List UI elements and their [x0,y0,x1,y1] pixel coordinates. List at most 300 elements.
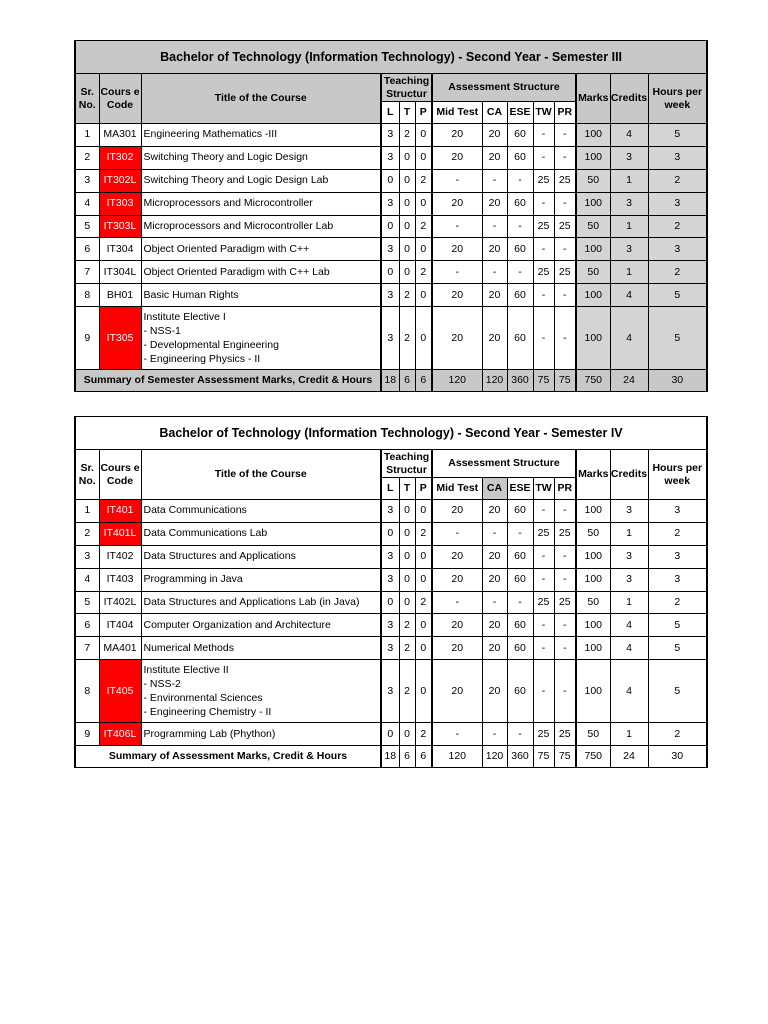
credits-cell: 1 [610,723,648,746]
sr-cell: 9 [75,307,99,370]
mid-cell: 20 [432,284,482,307]
t-cell: 0 [399,215,415,238]
summary-label: Summary of Assessment Marks, Credit & Hours [75,746,381,768]
ese-cell: 60 [507,192,533,215]
l-cell: 0 [381,591,399,614]
table-row [75,591,707,614]
credits-cell: 4 [610,124,648,147]
ese-cell: 60 [507,238,533,261]
marks-cell: 100 [576,500,610,523]
sr-cell: 4 [75,568,99,591]
t-cell: 0 [399,146,415,169]
marks-cell: 100 [576,614,610,637]
l-cell: 3 [381,500,399,523]
mid-test-header: Mid Test [432,102,482,124]
course-title-header: Title of the Course [141,450,381,500]
code-cell: IT402L [99,591,141,614]
semester-iii-table [74,40,708,392]
p-cell: 0 [415,307,432,370]
sum-pr: 75 [554,746,576,768]
sum-mid: 120 [432,370,482,392]
mid-cell: - [432,215,482,238]
code-cell: IT302L [99,169,141,192]
sr-cell: 2 [75,522,99,545]
ca-cell: 20 [482,146,507,169]
mid-cell: 20 [432,124,482,147]
semester-iv-rows [75,500,707,660]
sum-credits: 24 [610,746,648,768]
semester-iv-table [74,416,708,768]
p-cell: 0 [415,545,432,568]
l-cell: 3 [381,307,399,370]
credits-cell: 1 [610,591,648,614]
table-row [75,568,707,591]
sum-t: 6 [399,746,415,768]
l-cell: 3 [381,637,399,660]
ese-cell: 60 [507,614,533,637]
p-cell: 0 [415,124,432,147]
p-cell: 0 [415,238,432,261]
tw-cell: - [533,637,554,660]
hours-cell: 5 [648,660,707,723]
code-cell: IT304L [99,261,141,284]
ca-cell: 20 [482,637,507,660]
ca-cell: - [482,261,507,284]
t-cell: 0 [399,261,415,284]
l-header: L [381,478,399,500]
marks-cell: 50 [576,169,610,192]
table-row [75,284,707,307]
ca-cell: 20 [482,124,507,147]
ese-cell: 60 [507,637,533,660]
tw-cell: - [533,307,554,370]
hours-cell: 2 [648,169,707,192]
course-cell: Microprocessors and Microcontroller Lab [141,215,381,238]
course-cell: Engineering Mathematics -III [141,124,381,147]
t-cell: 0 [399,500,415,523]
p-cell: 0 [415,192,432,215]
l-cell: 3 [381,614,399,637]
pr-cell: - [554,500,576,523]
sum-marks: 750 [576,370,610,392]
mid-cell: 20 [432,545,482,568]
marks-cell: 100 [576,660,610,723]
ca-cell: 20 [482,284,507,307]
sum-ese: 360 [507,370,533,392]
p-cell: 0 [415,614,432,637]
l-cell: 3 [381,660,399,723]
marks-cell: 100 [576,545,610,568]
credits-cell: 3 [610,238,648,261]
t-cell: 0 [399,522,415,545]
marks-cell: 50 [576,723,610,746]
sr-cell: 5 [75,215,99,238]
summary-row [75,370,707,392]
ca-cell: 20 [482,500,507,523]
p-cell: 2 [415,591,432,614]
sr-cell: 1 [75,124,99,147]
sum-hours: 30 [648,370,707,392]
ese-cell: 60 [507,307,533,370]
marks-cell: 100 [576,124,610,147]
sr-cell: 7 [75,261,99,284]
elective-line: - NSS-2 [143,678,181,691]
hours-cell: 3 [648,238,707,261]
l-cell: 0 [381,522,399,545]
tw-cell: - [533,614,554,637]
pr-cell: - [554,192,576,215]
code-cell: IT401 [99,500,141,523]
course-cell: Programming in Java [141,568,381,591]
mid-cell: 20 [432,660,482,723]
pr-cell: 25 [554,215,576,238]
ese-cell: 60 [507,284,533,307]
pr-header: PR [554,478,576,500]
sr-cell: 9 [75,723,99,746]
elective-cell [141,307,381,370]
code-cell: IT401L [99,522,141,545]
mid-cell: 20 [432,568,482,591]
teaching-structure-header: Teaching Structur [381,450,432,478]
p-cell: 2 [415,723,432,746]
sr-cell: 8 [75,660,99,723]
pr-header: PR [554,102,576,124]
mid-cell: - [432,261,482,284]
t-cell: 2 [399,614,415,637]
course-cell: Data Structures and Applications Lab (in Java) [141,591,381,614]
semester-iv-tail [75,660,707,768]
marks-header: Marks [576,74,610,124]
table-row [75,261,707,284]
tw-cell: - [533,545,554,568]
tw-header: TW [533,102,554,124]
credits-cell: 3 [610,500,648,523]
marks-cell: 100 [576,637,610,660]
pr-cell: - [554,146,576,169]
tw-cell: - [533,660,554,723]
hours-cell: 5 [648,284,707,307]
tw-cell: - [533,146,554,169]
course-code-header: Cours e Code [99,450,141,500]
marks-cell: 50 [576,522,610,545]
course-cell: Computer Organization and Architecture [141,614,381,637]
mid-cell: 20 [432,307,482,370]
pr-cell: - [554,660,576,723]
credits-header: Credits [610,74,648,124]
ca-cell: 20 [482,568,507,591]
ese-cell: - [507,169,533,192]
code-cell: IT402 [99,545,141,568]
course-cell: Switching Theory and Logic Design [141,146,381,169]
credits-cell: 4 [610,637,648,660]
marks-cell: 100 [576,192,610,215]
tw-cell: - [533,192,554,215]
sr-cell: 6 [75,614,99,637]
teaching-structure-header: Teaching Structur [381,74,432,102]
table-row [75,215,707,238]
pr-cell: - [554,284,576,307]
pr-cell: - [554,307,576,370]
t-cell: 0 [399,723,415,746]
marks-cell: 100 [576,238,610,261]
t-cell: 0 [399,238,415,261]
summary-row [75,746,707,768]
sr-no-header: Sr. No. [75,74,99,124]
pr-cell: 25 [554,169,576,192]
marks-cell: 100 [576,307,610,370]
hours-cell: 2 [648,522,707,545]
pr-cell: 25 [554,261,576,284]
hours-cell: 2 [648,723,707,746]
t-header: T [399,478,415,500]
tw-cell: 25 [533,215,554,238]
sr-cell: 5 [75,591,99,614]
sr-no-header: Sr. No. [75,450,99,500]
sum-l: 18 [381,746,399,768]
semester-iii-title: Bachelor of Technology (Information Technology) - Second Year - Semester III [75,41,707,74]
code-cell: IT303L [99,215,141,238]
p-cell: 0 [415,568,432,591]
code-cell: IT403 [99,568,141,591]
elective-line: Institute Elective I [143,311,226,324]
mid-cell: - [432,522,482,545]
l-cell: 3 [381,192,399,215]
ese-cell: 60 [507,545,533,568]
mid-cell: 20 [432,500,482,523]
credits-cell: 4 [610,614,648,637]
l-cell: 3 [381,545,399,568]
hours-header: Hours per week [648,450,707,500]
marks-cell: 100 [576,568,610,591]
elective-line: - NSS-1 [143,325,181,338]
sr-cell: 3 [75,545,99,568]
tw-cell: - [533,238,554,261]
credits-cell: 1 [610,522,648,545]
ca-cell: - [482,169,507,192]
sr-cell: 6 [75,238,99,261]
mid-cell: - [432,591,482,614]
elective-cell [141,660,381,723]
tw-header: TW [533,478,554,500]
ca-cell: - [482,723,507,746]
table-row [75,723,707,746]
t-cell: 2 [399,124,415,147]
pr-cell: - [554,637,576,660]
marks-cell: 100 [576,284,610,307]
ca-cell: 20 [482,238,507,261]
ca-cell: 20 [482,545,507,568]
semester-iii-tail [75,307,707,392]
sum-mid: 120 [432,746,482,768]
l-cell: 0 [381,723,399,746]
semester-iii-body [75,41,707,124]
l-cell: 3 [381,568,399,591]
ca-cell: - [482,522,507,545]
credits-cell: 3 [610,568,648,591]
table-row [75,169,707,192]
ese-cell: - [507,723,533,746]
pr-cell: 25 [554,723,576,746]
code-cell: IT304 [99,238,141,261]
sr-cell: 2 [75,146,99,169]
mid-cell: 20 [432,192,482,215]
p-cell: 2 [415,169,432,192]
code-cell: IT302 [99,146,141,169]
hours-cell: 5 [648,307,707,370]
elective-line: Institute Elective II [143,664,229,677]
semester-iv-body [75,417,707,500]
elective-line: - Environmental Sciences [143,692,263,705]
sr-cell: 7 [75,637,99,660]
l-cell: 3 [381,238,399,261]
pr-cell: 25 [554,522,576,545]
credits-cell: 1 [610,169,648,192]
p-cell: 0 [415,637,432,660]
marks-cell: 50 [576,591,610,614]
tw-cell: - [533,124,554,147]
semester-iv-title: Bachelor of Technology (Information Technology) - Second Year - Semester IV [75,417,707,450]
hours-cell: 2 [648,591,707,614]
table-row [75,614,707,637]
marks-cell: 100 [576,146,610,169]
t-cell: 2 [399,637,415,660]
tw-cell: 25 [533,591,554,614]
t-cell: 0 [399,568,415,591]
pr-cell: - [554,124,576,147]
credits-cell: 3 [610,192,648,215]
tw-cell: - [533,284,554,307]
assessment-structure-header: Assessment Structure [432,74,576,102]
table-row [75,307,707,370]
code-cell: BH01 [99,284,141,307]
l-cell: 0 [381,261,399,284]
course-cell: Data Structures and Applications [141,545,381,568]
hours-cell: 3 [648,545,707,568]
semester-iii-rows [75,124,707,307]
code-cell: MA301 [99,124,141,147]
ca-cell: - [482,591,507,614]
ca-cell: 20 [482,660,507,723]
t-cell: 0 [399,591,415,614]
code-cell: IT305 [99,307,141,370]
tw-cell: - [533,568,554,591]
sr-cell: 4 [75,192,99,215]
course-cell: Programming Lab (Phython) [141,723,381,746]
p-header: P [415,478,432,500]
course-cell: Object Oriented Paradigm with C++ Lab [141,261,381,284]
p-cell: 2 [415,522,432,545]
sum-hours: 30 [648,746,707,768]
credits-cell: 4 [610,307,648,370]
ese-cell: 60 [507,146,533,169]
sum-p: 6 [415,746,432,768]
mid-test-header: Mid Test [432,478,482,500]
credits-cell: 4 [610,284,648,307]
hours-cell: 5 [648,614,707,637]
course-cell: Microprocessors and Microcontroller [141,192,381,215]
table-row [75,637,707,660]
ese-cell: - [507,215,533,238]
sr-cell: 1 [75,500,99,523]
p-cell: 2 [415,261,432,284]
table-row [75,192,707,215]
ese-cell: 60 [507,124,533,147]
summary-label: Summary of Semester Assessment Marks, Credit & Hours [75,370,381,392]
p-cell: 0 [415,284,432,307]
sum-l: 18 [381,370,399,392]
t-cell: 2 [399,660,415,723]
code-cell: IT404 [99,614,141,637]
credits-header: Credits [610,450,648,500]
table-row [75,238,707,261]
ese-cell: 60 [507,568,533,591]
t-cell: 2 [399,307,415,370]
tw-cell: 25 [533,522,554,545]
sum-tw: 75 [533,746,554,768]
sr-cell: 8 [75,284,99,307]
p-cell: 0 [415,146,432,169]
l-header: L [381,102,399,124]
tw-cell: 25 [533,261,554,284]
tw-cell: - [533,500,554,523]
course-cell: Basic Human Rights [141,284,381,307]
ese-cell: - [507,522,533,545]
credits-cell: 1 [610,215,648,238]
t-cell: 0 [399,169,415,192]
sum-ca: 120 [482,370,507,392]
sr-cell: 3 [75,169,99,192]
code-cell: IT406L [99,723,141,746]
l-cell: 3 [381,146,399,169]
table-row [75,545,707,568]
ese-header: ESE [507,102,533,124]
credits-cell: 4 [610,660,648,723]
pr-cell: - [554,545,576,568]
p-cell: 0 [415,500,432,523]
ca-cell: 20 [482,307,507,370]
pr-cell: - [554,238,576,261]
sum-marks: 750 [576,746,610,768]
mid-cell: - [432,169,482,192]
ca-cell: - [482,215,507,238]
tw-cell: 25 [533,169,554,192]
ese-cell: - [507,261,533,284]
course-cell: Data Communications Lab [141,522,381,545]
pr-cell: - [554,568,576,591]
sum-t: 6 [399,370,415,392]
ca-header: CA [482,478,507,500]
hours-cell: 2 [648,215,707,238]
hours-header: Hours per week [648,74,707,124]
ca-header: CA [482,102,507,124]
t-cell: 0 [399,545,415,568]
marks-cell: 50 [576,215,610,238]
ca-cell: 20 [482,192,507,215]
mid-cell: 20 [432,146,482,169]
credits-cell: 1 [610,261,648,284]
table-row [75,500,707,523]
hours-cell: 3 [648,192,707,215]
course-title-header: Title of the Course [141,74,381,124]
course-code-header: Cours e Code [99,74,141,124]
table-row [75,146,707,169]
l-cell: 3 [381,124,399,147]
mid-cell: 20 [432,238,482,261]
pr-cell: - [554,614,576,637]
code-cell: IT405 [99,660,141,723]
table-row [75,124,707,147]
elective-line: - Engineering Physics - II [143,353,261,366]
